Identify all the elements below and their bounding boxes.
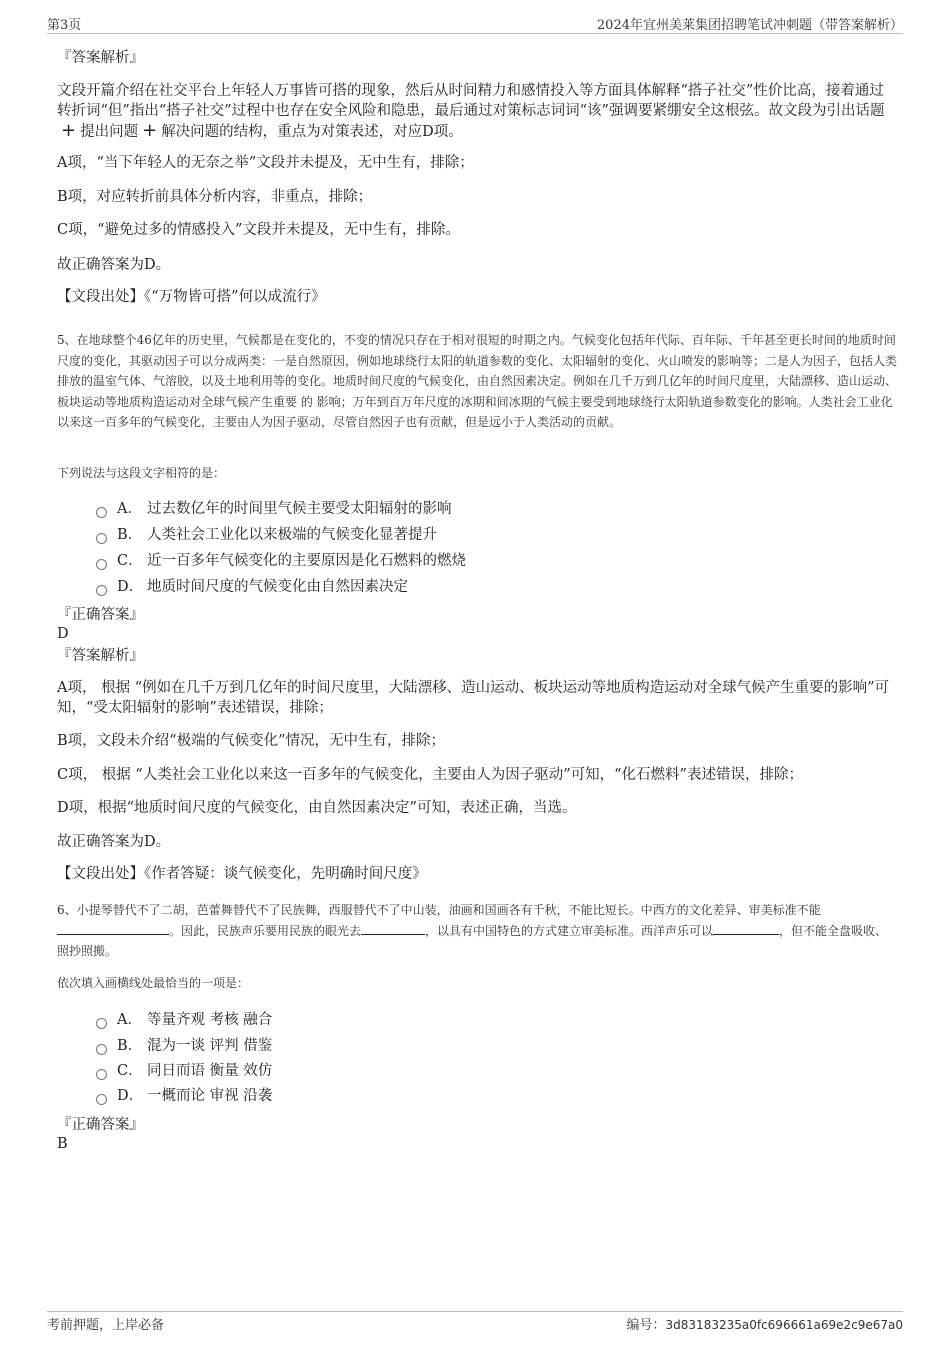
q6-option-a[interactable]: A． 等量齐观 考核 融合 — [96, 1009, 272, 1031]
radio-icon[interactable] — [96, 1094, 107, 1105]
page-number: 第3页 — [47, 18, 82, 33]
q5-answer: D — [57, 626, 69, 642]
q5-option-a[interactable]: A． 过去数亿年的时间里气候主要受太阳辐射的影响 — [96, 498, 452, 520]
q6-option-c[interactable]: C． 同日而语 衡量 效仿 — [96, 1060, 272, 1082]
radio-icon[interactable] — [96, 1069, 107, 1080]
page-footer — [47, 1314, 903, 1334]
q6-option-b[interactable]: B． 混为一谈 评判 借鉴 — [96, 1035, 272, 1057]
q6-option-d[interactable]: D． 一概而论 审视 沿袭 — [96, 1085, 272, 1107]
q5-conclusion: 故正确答案为D。 — [57, 834, 171, 850]
q6-answer-label: 『正确答案』 — [57, 1117, 144, 1133]
q5-option-c[interactable]: C． 近一百多年气候变化的主要原因是化石燃料的燃烧 — [96, 550, 466, 572]
q5-option-d[interactable]: D． 地质时间尺度的气候变化由自然因素决定 — [96, 576, 408, 598]
radio-icon[interactable] — [96, 507, 107, 518]
radio-icon[interactable] — [96, 559, 107, 570]
footer-code: 编号：3d83183235a0fc696661a69e2c9e67a0 — [626, 1318, 903, 1333]
q5-analysis-label: 『答案解析』 — [57, 648, 144, 664]
q5-analysis-b: B项，文段未介绍“极端的气候变化”情况，无中生有，排除； — [57, 733, 445, 749]
radio-icon[interactable] — [96, 533, 107, 544]
q6-prompt: 依次填入画横线处最恰当的一项是： — [57, 976, 250, 990]
q5-option-b[interactable]: B． 人类社会工业化以来极端的气候变化显著提升 — [96, 524, 437, 546]
q4-analysis-option-a: A项，“当下年轻人的无奈之举”文段并未提及，无中生有，排除； — [57, 155, 474, 171]
radio-icon[interactable] — [96, 1018, 107, 1029]
q5-source: 【文段出处】《作者答疑：谈气候变化，先明确时间尺度》 — [57, 866, 427, 882]
q5-stem: 5、在地球整个46亿年的历史里，气候都是在变化的，不变的情况只存在于相对很短的时期之内。气候变化包括年代际、百年际、千年甚至更长时间的地质时间尺度的变化，其驱动因子可以分成两类：一是自然原因，例如地球绕行太阳的轨道参数的变化、太阳辐射的变化、火山喷发的影响等；二是人为因子，包括人类排放的温室气体、气溶胶，以及土地利用等的变化。地质时间尺度的气候变化，由自然因素决定。例如在几千万到几亿年的时间尺度里，大陆漂移、造山运动、板块运动等地质构造运动对全球气候产生重要 的 影响；万年到百万年尺度的冰期和间冰期的气候主要受到地球绕行太阳轨道参数变化的影响。人类社会工业化以来这一百多年的气候变化，主要由人为因子驱动，尽管自然因子也有贡献，但是远小于人类活动的贡献。 — [57, 333, 898, 429]
q5-analysis-d: D项，根据“地质时间尺度的气候变化，由自然因素决定”可知，表述正确，当选。 — [57, 800, 577, 816]
q5-prompt: 下列说法与这段文字相符的是： — [57, 466, 226, 480]
radio-icon[interactable] — [96, 585, 107, 596]
q4-analysis-option-b: B项，对应转折前具体分析内容，非重点，排除； — [57, 189, 373, 205]
q4-analysis-label: 『答案解析』 — [57, 50, 144, 66]
q4-analysis-paragraph: 文段开篇介绍在社交平台上年轻人万事皆可搭的现象，然后从时间精力和感情投入等方面具体解释“搭子社交”性价比高，接着通过转折词“但”指出“搭子社交”过程中也存在安全风险和隐患，最后通过对策标志词词“该”强调要紧绷安全这根弦。故文段为引出话题+ 提出问题 + 解决问题的结构，重点为对策表述，对应D项。 — [57, 83, 885, 141]
footer-divider — [47, 1311, 903, 1312]
q5-analysis-c: C项， 根据 “人类社会工业化以来这一百多年的气候变化，主要由人为因子驱动”可知，“化石燃料”表述错误，排除； — [57, 767, 803, 783]
document-title: 2024年宜州美莱集团招聘笔试冲刺题（带答案解析） — [596, 18, 903, 33]
radio-icon[interactable] — [96, 1044, 107, 1055]
footer-slogan: 考前押题，上岸必备 — [47, 1318, 165, 1333]
q4-analysis-option-c: C项，“避免过多的情感投入”文段并未提及，无中生有，排除。 — [57, 222, 460, 238]
header-divider — [47, 33, 903, 34]
plus-sign: + — [142, 120, 158, 141]
q5-answer-label: 『正确答案』 — [57, 607, 144, 623]
plus-sign: + — [61, 120, 77, 141]
fill-blank-2[interactable] — [361, 922, 425, 935]
q4-source: 【文段出处】《“万物皆可搭”何以成流行》 — [57, 289, 326, 305]
q5-analysis-a: A项， 根据 “例如在几千万到几亿年的时间尺度里，大陆漂移、造山运动、板块运动等地质构造运动对全球气候产生重要的影响”可知，“受太阳辐射的影响”表述错误，排除； — [57, 680, 890, 716]
q6-answer: B — [57, 1136, 68, 1152]
q6-stem: 6、小提琴替代不了二胡，芭蕾舞替代不了民族舞，西服替代不了中山装，油画和国画各有千秋，不能比短长。中西方的文化差异、审美标准不能。因此，民族声乐要用民族的眼光去 ，以具有中国特色的方式建立审美标准。西洋声乐可以 ，但不能全盘吸收、照抄照搬。 — [57, 903, 888, 958]
fill-blank-1[interactable] — [57, 922, 169, 935]
q4-conclusion: 故正确答案为D。 — [57, 257, 171, 273]
fill-blank-3[interactable] — [713, 922, 779, 935]
